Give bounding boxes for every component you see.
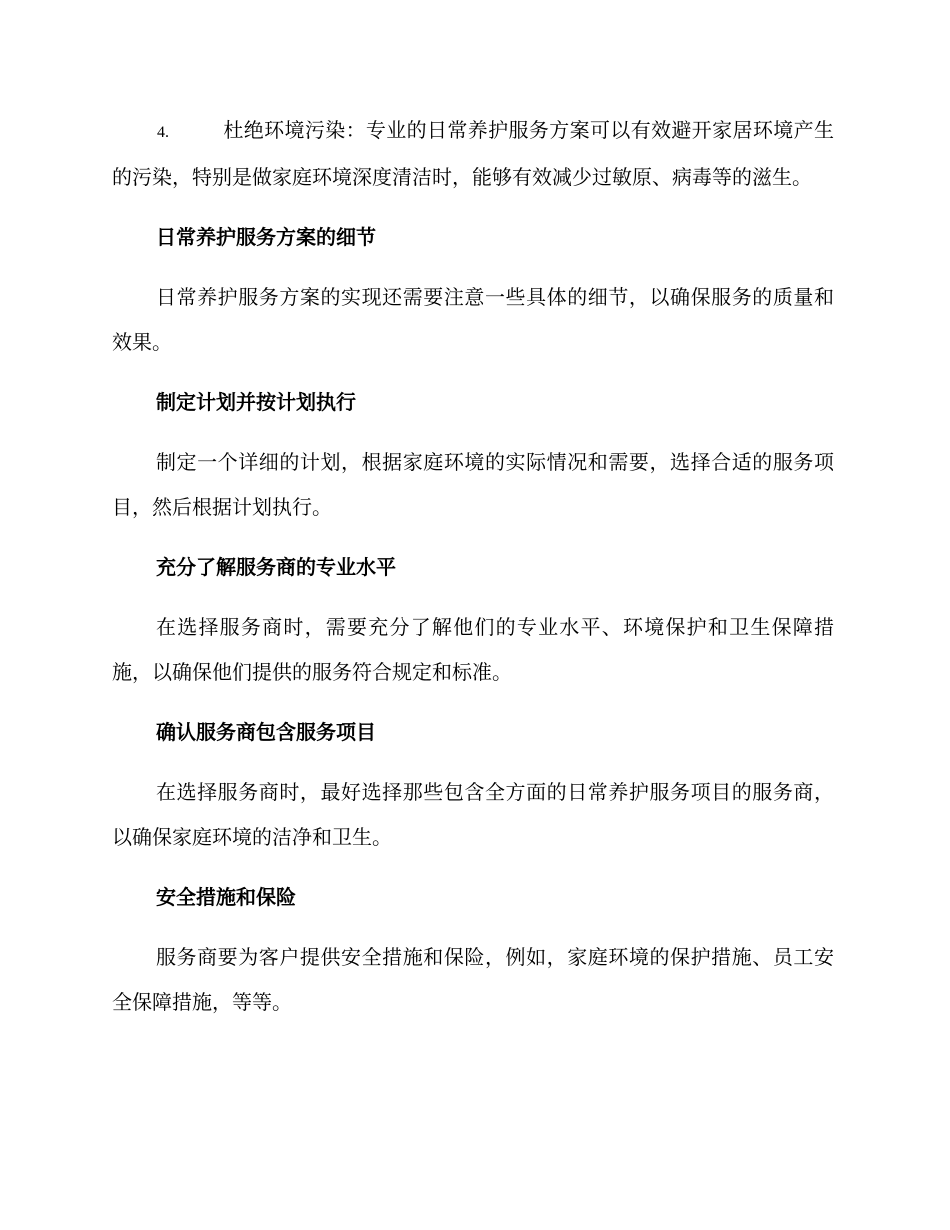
section-heading-provider-expertise: 充分了解服务商的专业水平 bbox=[156, 555, 396, 579]
list-item-text: 杜绝环境污染：专业的日常养护服务方案可以有效避开家居环境产生的污染，特别是做家庭环境深度清洁时，能够有效减少过敏原、病毒等的滋生。 bbox=[112, 118, 834, 189]
section-body-service-items: 在选择服务商时，最好选择那些包含全方面的日常养护服务项目的服务商，以确保家庭环境的洁净和卫生。 bbox=[112, 780, 834, 849]
section-body-provider-expertise: 在选择服务商时，需要充分了解他们的专业水平、环境保护和卫生保障措施，以确保他们提供的服务符合规定和标准。 bbox=[112, 615, 834, 684]
section-body-details: 日常养护服务方案的实现还需要注意一些具体的细节，以确保服务的质量和效果。 bbox=[112, 285, 834, 354]
section-body-plan: 制定一个详细的计划，根据家庭环境的实际情况和需要，选择合适的服务项目，然后根据计划执行。 bbox=[112, 450, 834, 519]
section-heading-safety-insurance: 安全措施和保险 bbox=[156, 885, 296, 909]
section-body-safety-insurance: 服务商要为客户提供安全措施和保险，例如，家庭环境的保护措施、员工安全保障措施，等等。 bbox=[112, 945, 834, 1014]
list-item-number: 4. bbox=[157, 124, 169, 141]
section-heading-details: 日常养护服务方案的细节 bbox=[156, 225, 376, 249]
document-content bbox=[112, 108, 834, 1025]
section-heading-plan: 制定计划并按计划执行 bbox=[156, 390, 356, 414]
section-heading-service-items: 确认服务商包含服务项目 bbox=[156, 720, 376, 744]
list-item-4 bbox=[112, 108, 834, 200]
